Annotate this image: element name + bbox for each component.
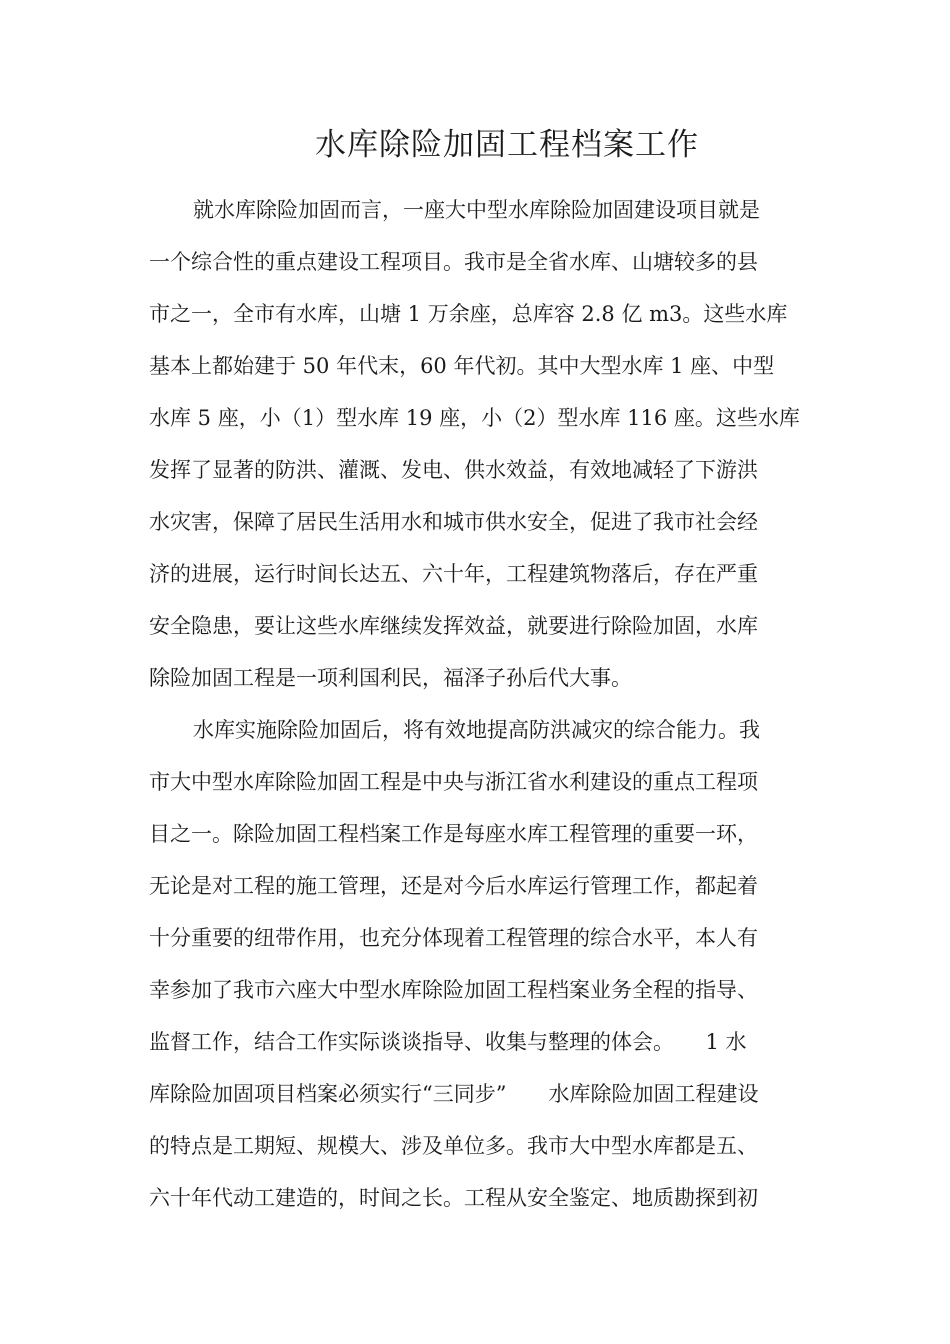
text-line: 发挥了显著的防洪、灌溉、发电、供水效益，有效地减轻了下游洪 — [149, 458, 758, 482]
text-line: 水灾害，保障了居民生活用水和城市供水安全，促进了我市社会经 — [149, 510, 758, 534]
text-line: 除险加固工程是一项利国利民，福泽子孙后代大事。 — [149, 666, 632, 690]
text-line: 市大中型水库除险加固工程是中央与浙江省水利建设的重点工程项 — [149, 770, 758, 794]
text-line: 十分重要的纽带作用，也充分体现着工程管理的综合水平，本人有 — [149, 926, 758, 950]
text-line: 幸参加了我市六座大中型水库除险加固工程档案业务全程的指导、 — [149, 978, 758, 1002]
text-line: 六十年代动工建造的，时间之长。工程从安全鉴定、地质勘探到初 — [149, 1186, 758, 1210]
text-line: 一个综合性的重点建设工程项目。我市是全省水库、山塘较多的县 — [149, 250, 758, 274]
text-line: 监督工作，结合工作实际谈谈指导、收集与整理的体会。 1 水 — [149, 1030, 747, 1054]
text-line: 库除险加固项目档案必须实行“三同步” 水库除险加固工程建设 — [149, 1082, 759, 1106]
text-line: 基本上都始建于 50 年代末，60 年代初。其中大型水库 1 座、中型 — [149, 354, 775, 378]
text-line: 水库 5 座，小（1）型水库 19 座，小（2）型水库 116 座。这些水库 — [149, 406, 800, 430]
text-line: 市之一，全市有水库，山塘 1 万余座，总库容 2.8 亿 m3。这些水库 — [149, 302, 788, 326]
text-line: 目之一。除险加固工程档案工作是每座水库工程管理的重要一环， — [149, 822, 758, 846]
text-line: 济的进展，运行时间长达五、六十年，工程建筑物落后，存在严重 — [149, 562, 758, 586]
text-line: 的特点是工期短、规模大、涉及单位多。我市大中型水库都是五、 — [149, 1134, 758, 1158]
document-body — [149, 184, 809, 1224]
text-line: 无论是对工程的施工管理，还是对今后水库运行管理工作，都起着 — [149, 874, 758, 898]
text-line: 安全隐患，要让这些水库继续发挥效益，就要进行除险加固，水库 — [149, 614, 758, 638]
document-title: 水库除险加固工程档案工作 — [315, 127, 699, 163]
text-line: 就水库除险加固而言，一座大中型水库除险加固建设项目就是 — [193, 198, 760, 222]
text-line: 水库实施除险加固后，将有效地提高防洪减灾的综合能力。我 — [193, 718, 760, 742]
